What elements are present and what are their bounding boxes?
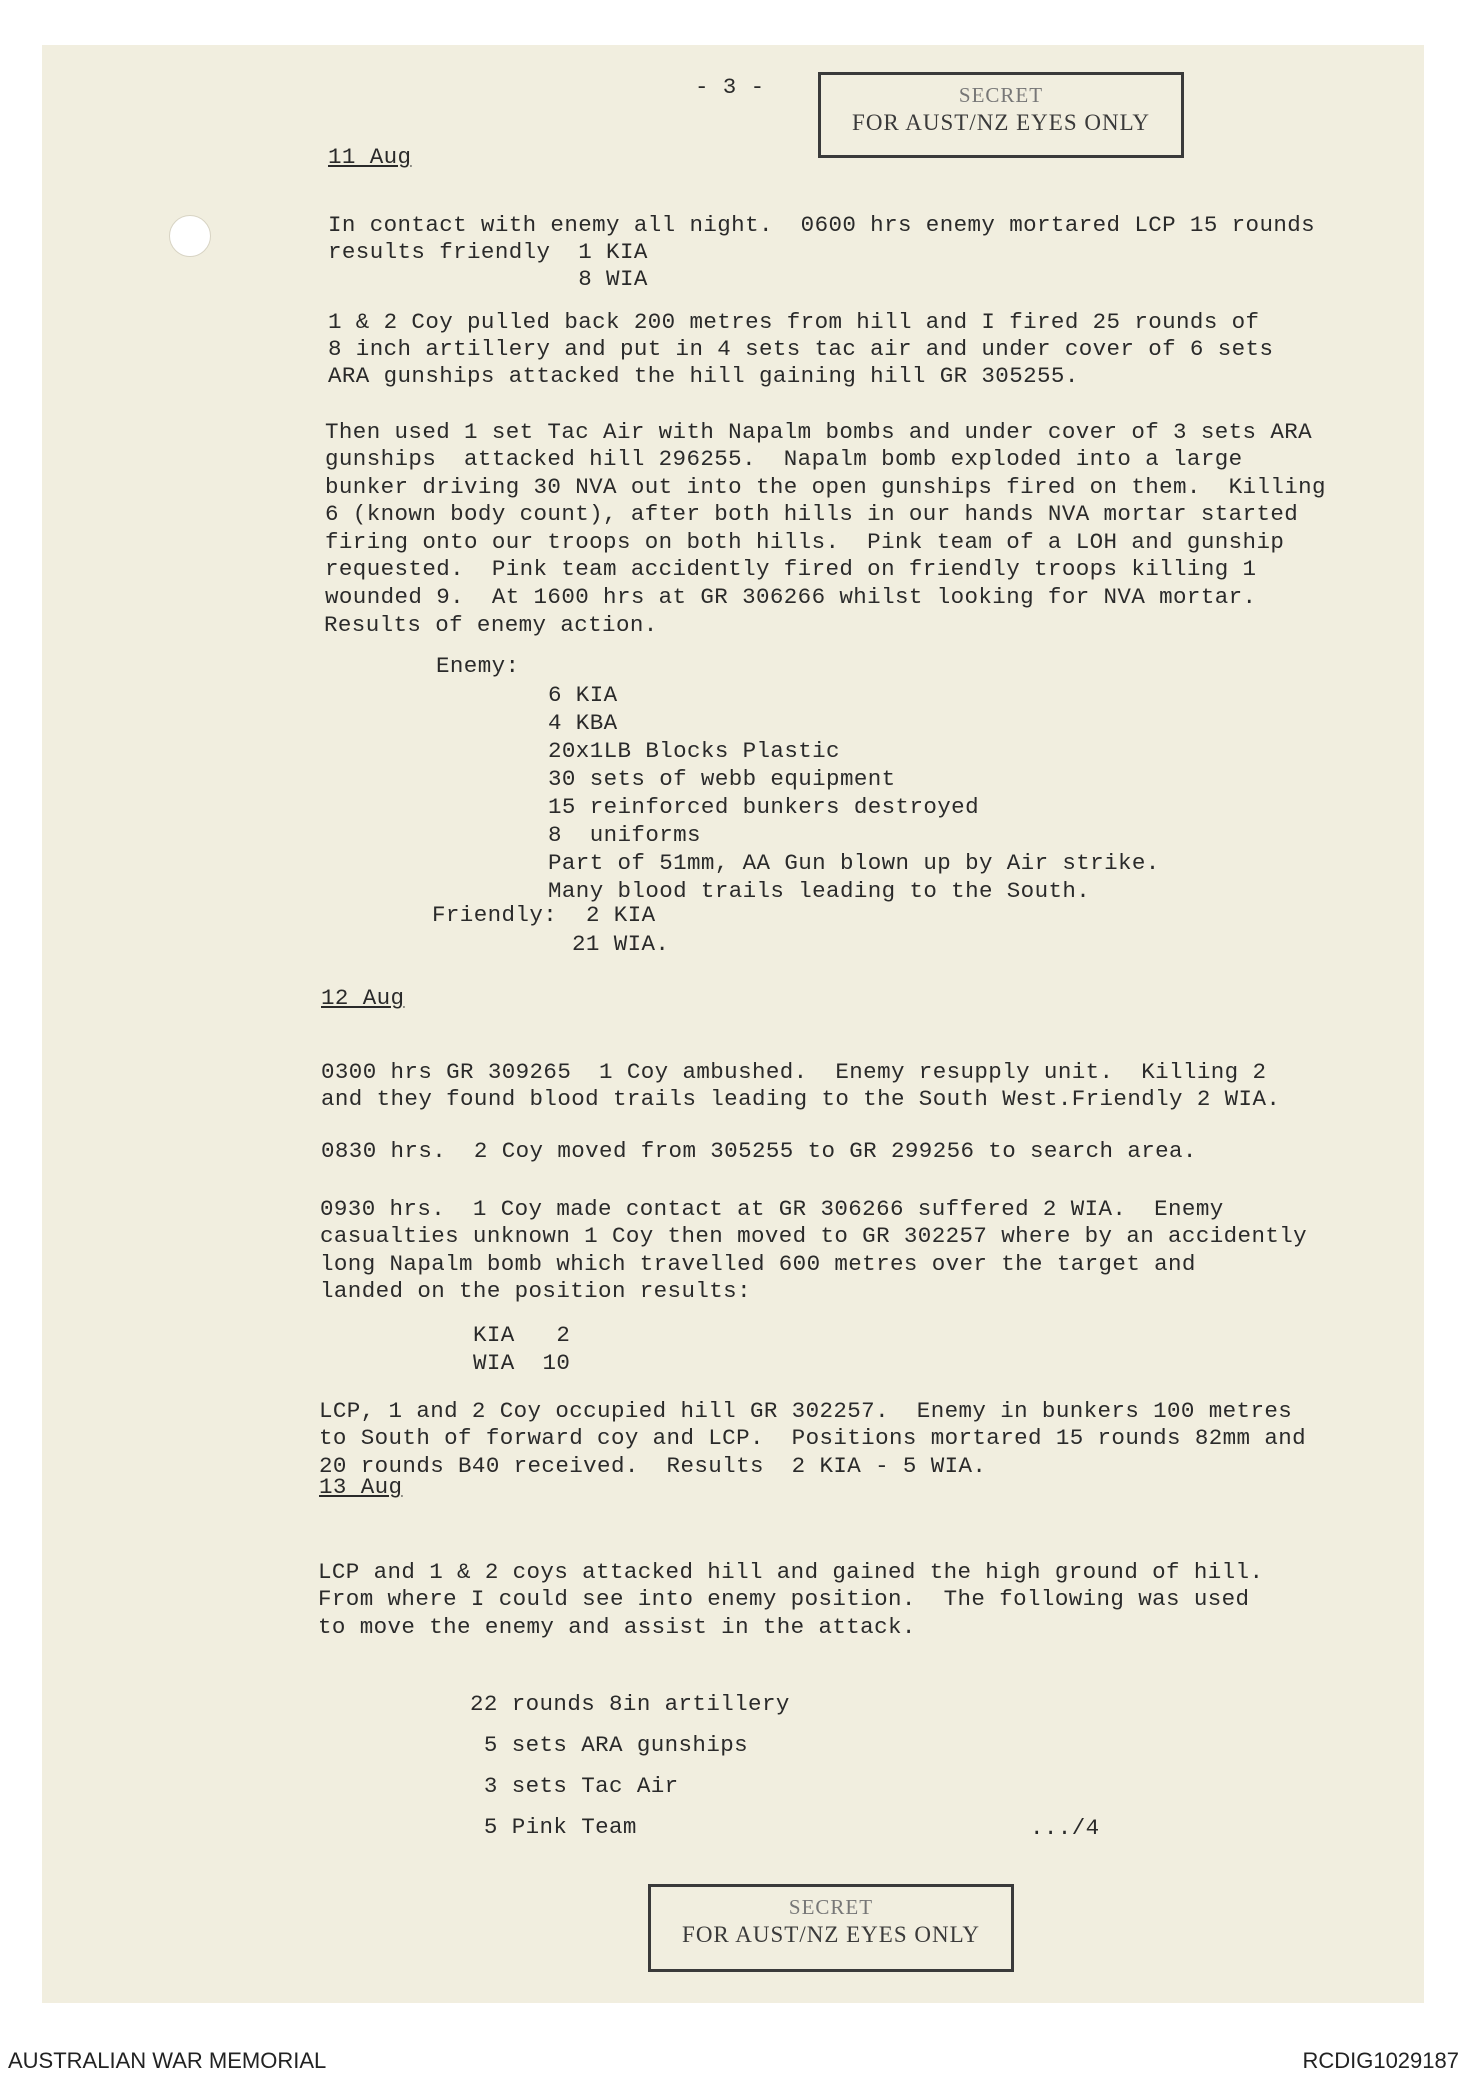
text-line: In contact with enemy all night. 0600 hrs enemy mortared LCP 15 rounds: [328, 212, 1316, 238]
text-line: 8 inch artillery and put in 4 sets tac air and under cover of 6 sets: [328, 336, 1274, 362]
aug12-paragraph-4: [319, 1370, 1306, 1508]
list-item: 6 KIA: [548, 682, 618, 708]
text-line: 1 & 2 Coy pulled back 200 metres from hill and I fired 25 rounds of: [328, 309, 1260, 335]
list-item: 5 sets ARA gunships: [470, 1732, 749, 1758]
aug11-paragraph-3: [325, 391, 1326, 639]
results-heading: Results of enemy action.: [324, 612, 658, 638]
list-item: 8 uniforms: [548, 822, 701, 848]
stamp-top-line2: FOR AUST/NZ EYES ONLY: [852, 110, 1150, 135]
aug13-resources-list: [470, 1643, 790, 1889]
list-item: WIA 10: [473, 1350, 571, 1376]
text-line: bunker driving 30 NVA out into the open gunships fired on them. Killing: [325, 473, 1326, 500]
text-line: firing onto our troops on both hills. Pink team of a LOH and gunship: [325, 528, 1285, 555]
text-line: wounded 9. At 1600 hrs at GR 306266 whilst looking for NVA mortar.: [325, 583, 1257, 610]
text-line: Then used 1 set Tac Air with Napalm bombs and under cover of 3 sets ARA: [325, 418, 1313, 445]
text-line: requested. Pink team accidently fired on friendly troops killing 1: [325, 556, 1257, 582]
text-line: and they found blood trails leading to the South West.Friendly 2 WIA.: [321, 1086, 1281, 1112]
secret-stamp-bottom: [648, 1884, 1014, 1972]
text-line: From where I could see into enemy position. The following was used: [318, 1586, 1250, 1612]
aug12-paragraph-3: [320, 1168, 1307, 1333]
list-item: 20x1LB Blocks Plastic: [548, 738, 840, 764]
text-line: casualties unknown 1 Coy then moved to GR 302257 where by an accidently: [320, 1223, 1308, 1249]
stamp-bottom-line2: FOR AUST/NZ EYES ONLY: [682, 1922, 980, 1947]
stamp-top-line1: SECRET: [958, 83, 1044, 107]
footer-institution: AUSTRALIAN WAR MEMORIAL: [8, 2048, 327, 2073]
list-item: 22 rounds 8in artillery: [470, 1691, 790, 1717]
list-item: 21 WIA.: [572, 931, 670, 957]
heading-12-aug: 12 Aug: [321, 985, 405, 1011]
list-item: Many blood trails leading to the South.: [548, 878, 1091, 904]
continuation-marker: .../4: [1030, 1815, 1100, 1841]
friendly-label: Friendly:: [432, 902, 558, 928]
heading-13-aug: 13 Aug: [319, 1474, 403, 1500]
text-line: ARA gunships attacked the hill gaining hill GR 305255.: [328, 363, 1079, 389]
secret-stamp-top: [818, 72, 1184, 158]
text-line: to South of forward coy and LCP. Positions mortared 15 rounds 82mm and: [319, 1425, 1307, 1451]
text-line: 0830 hrs. 2 Coy moved from 305255 to GR 299256 to search area.: [321, 1138, 1197, 1164]
list-item: 15 reinforced bunkers destroyed: [548, 794, 979, 820]
list-item: KIA 2: [473, 1322, 571, 1348]
text-line: long Napalm bomb which travelled 600 metres over the target and: [320, 1250, 1196, 1277]
text-line: 8 WIA: [328, 266, 648, 292]
text-line: LCP, 1 and 2 Coy occupied hill GR 302257. Enemy in bunkers 100 metres: [319, 1397, 1293, 1424]
enemy-results-list: [548, 653, 1160, 933]
text-line: gunships attacked hill 296255. Napalm bomb exploded into a large: [325, 446, 1243, 472]
enemy-label: Enemy:: [436, 653, 520, 679]
text-line: LCP and 1 & 2 coys attacked hill and gained the high ground of hill.: [318, 1558, 1264, 1585]
page-number: - 3 -: [695, 74, 765, 100]
footer-record-id: RCDIG1029187: [1302, 2048, 1459, 2073]
list-item: 2 KIA: [586, 902, 656, 928]
list-item: 5 Pink Team: [470, 1814, 637, 1840]
stamp-bottom-line1: SECRET: [788, 1895, 874, 1919]
text-line: 6 (known body count), after both hills in our hands NVA mortar started: [325, 501, 1299, 527]
text-line: 20 rounds B40 received. Results 2 KIA - 5 WIA.: [319, 1452, 987, 1479]
list-item: Part of 51mm, AA Gun blown up by Air strike.: [548, 850, 1160, 876]
list-item: 3 sets Tac Air: [470, 1773, 679, 1799]
heading-11-aug: 11 Aug: [328, 144, 412, 170]
text-line: results friendly 1 KIA: [328, 239, 648, 265]
list-item: 4 KBA: [548, 710, 618, 736]
text-line: landed on the position results:: [320, 1278, 751, 1304]
text-line: 0930 hrs. 1 Coy made contact at GR 306266 suffered 2 WIA. Enemy: [320, 1195, 1224, 1222]
punch-hole: [169, 215, 211, 257]
aug13-paragraph-1: [318, 1531, 1263, 1669]
text-line: 0300 hrs GR 309265 1 Coy ambushed. Enemy resupply unit. Killing 2: [321, 1058, 1267, 1085]
list-item: 30 sets of webb equipment: [548, 766, 896, 792]
text-line: to move the enemy and assist in the attack.: [318, 1613, 916, 1640]
